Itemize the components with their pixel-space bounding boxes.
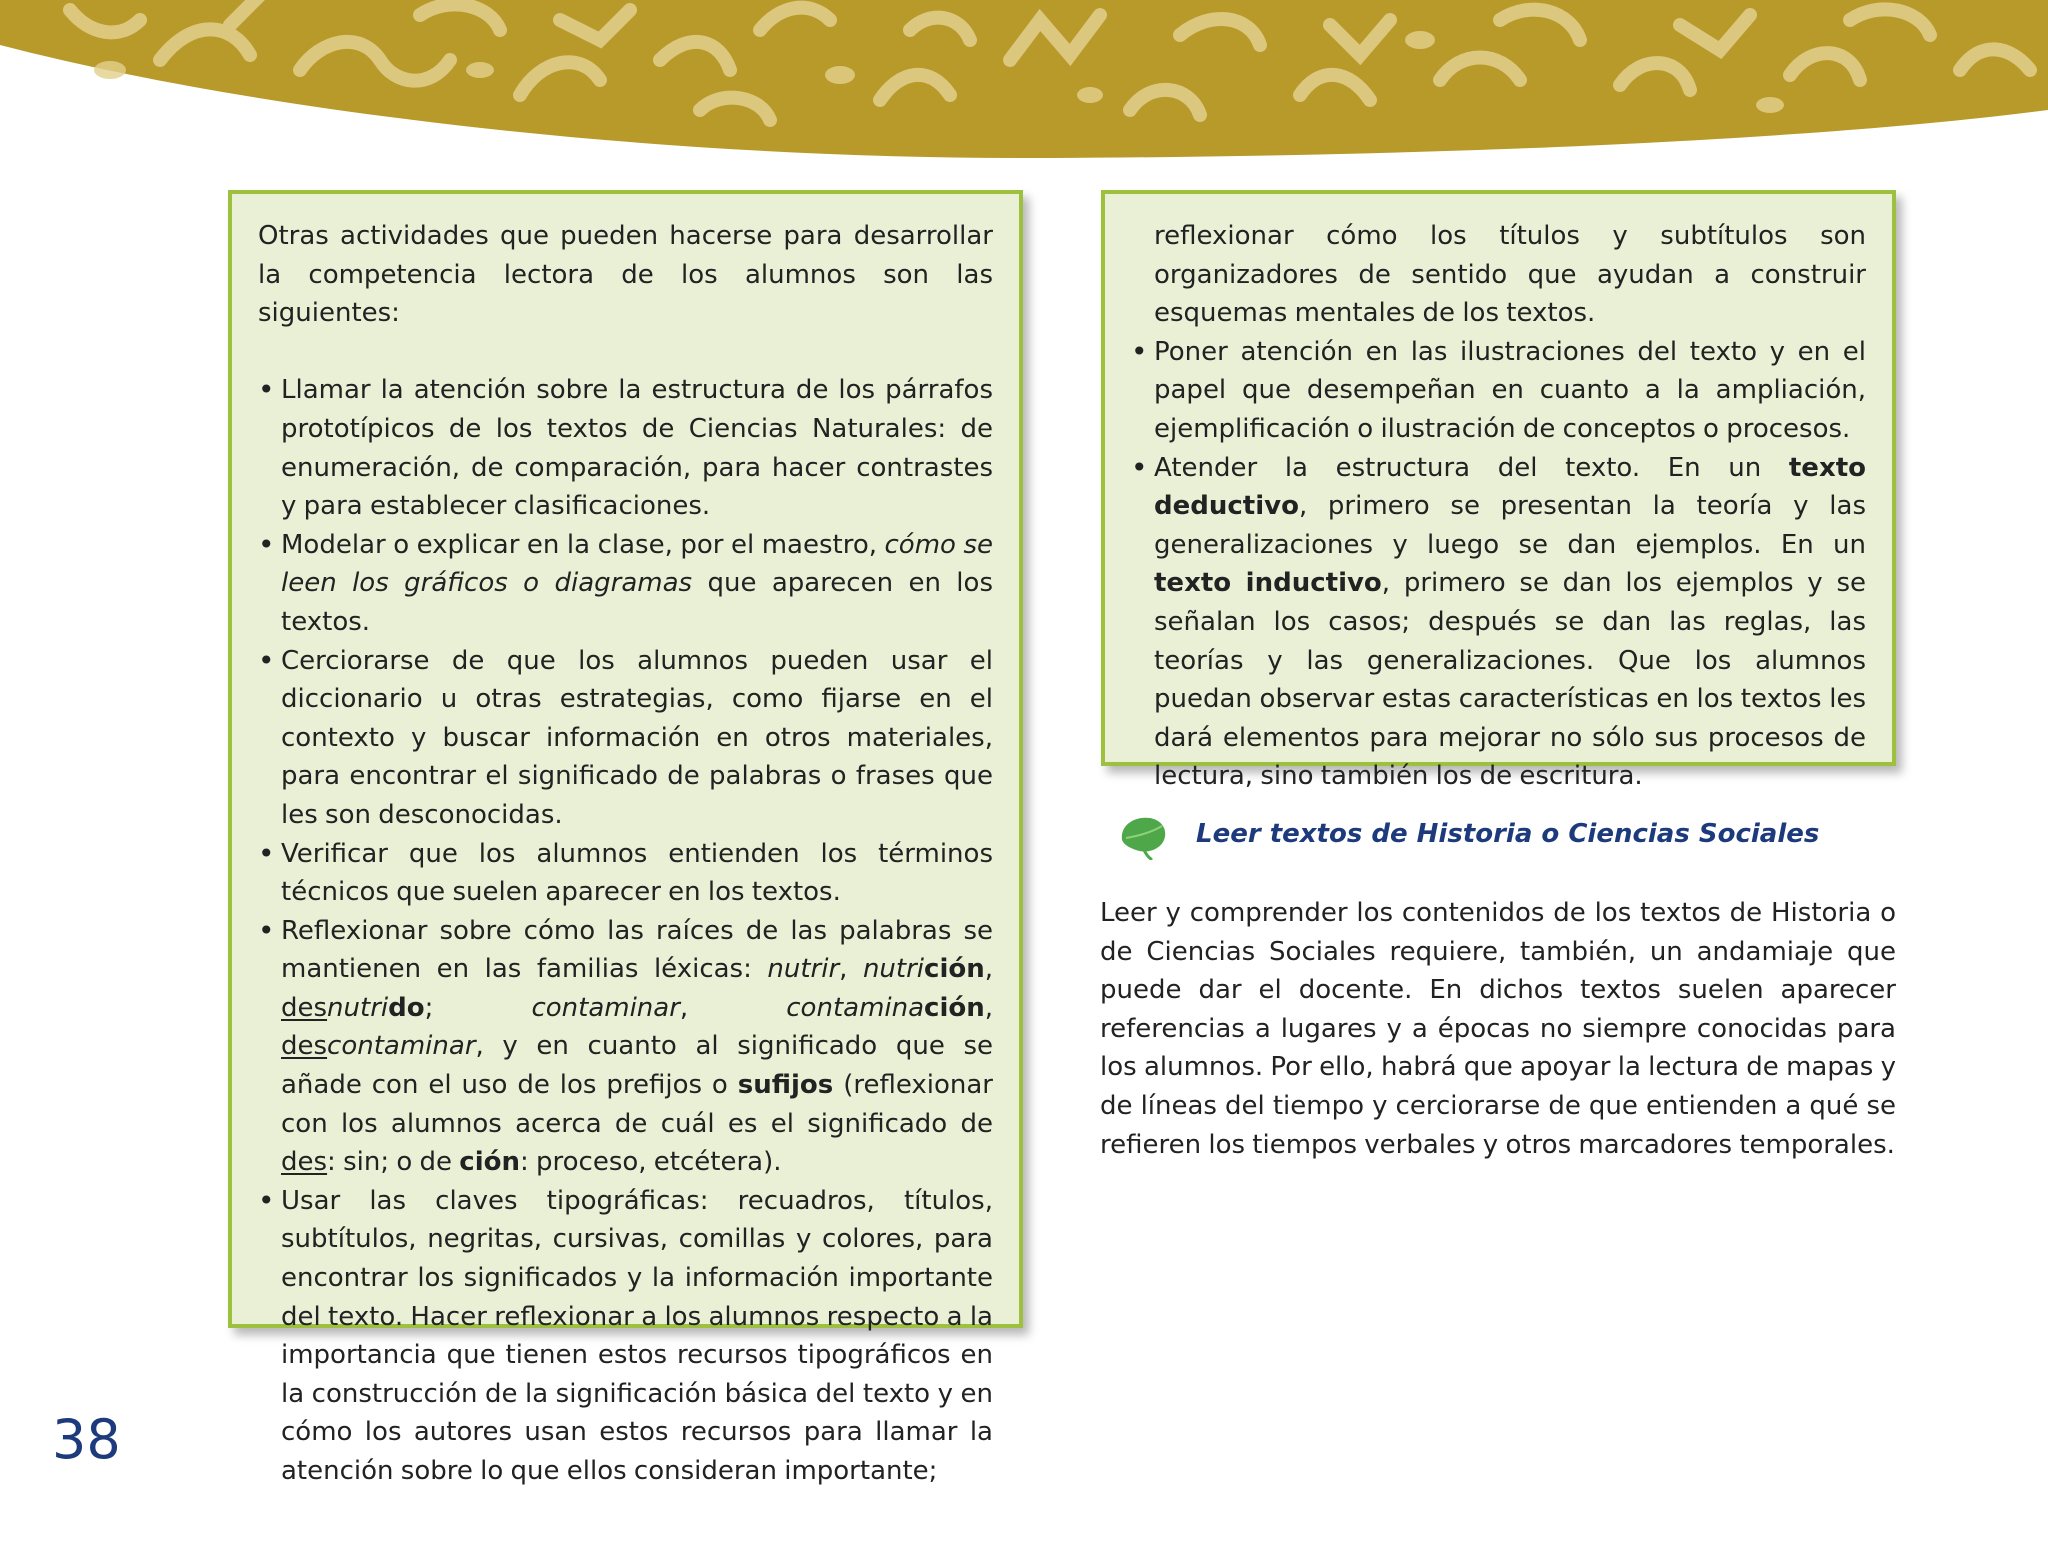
list-item: • Atender la estructura del texto. En un texto deductivo, primero se presentan la teoría y las generalizaciones y luego se dan ejemplos. En un texto inductivo, primero se dan los ejemplos y se señalan los casos; después se dan las reglas, las teorías y las generalizaciones. Que los alumnos puedan observar estas características en los textos les dará elementos para mejorar no sólo sus procesos de lectura, sino también los de escritura. — [1131, 449, 1866, 796]
list-item: • Modelar o explicar en la clase, por el maestro, cómo se leen los gráficos o diagramas que aparecen en los textos. — [258, 526, 993, 642]
list-item: • Cerciorarse de que los alumnos pueden usar el diccionario u otras estrategias, como fijarse en el contexto y buscar información en otros materiales, para encontrar el significado de palabras o frases que les son desconocidas. — [258, 642, 993, 835]
list-item: • Llamar la atención sobre la estructura de los párrafos prototípicos de los textos de Ciencias Naturales: de enumeración, de comparación, para hacer contrastes y para establecer clasificaciones. — [258, 371, 993, 525]
activities-list — [258, 371, 993, 1490]
competencia-lectora-box-continued — [1101, 190, 1896, 792]
list-item: • Usar las claves tipográficas: recuadros, títulos, subtítulos, negritas, cursivas, comillas y colores, para encontrar los significados y la información importante del texto. Hacer reflexionar a los alumnos respecto a la importancia que tienen estos recursos tipográficos en la construcción de la significación básica del texto y en cómo los autores usan estos recursos para llamar la atención sobre lo que ellos consideran importante; — [258, 1182, 993, 1491]
decorative-banner — [0, 0, 2048, 170]
activities-list-continued — [1131, 333, 1866, 796]
section-heading — [1118, 810, 1918, 860]
intro-text: Otras actividades que pueden hacerse para desarrollar la competencia lectora de los alumnos son las siguientes: — [258, 221, 993, 329]
leaf-icon — [1118, 810, 1170, 860]
list-item: • Reflexionar sobre cómo las raíces de las palabras se mantienen en las familias léxicas: nutrir, nutrición, desnutrido; contaminar, contaminación, descontaminar, y en cuanto al significado que se añade con el uso de los prefijos o sufijos (reflexionar con los alumnos acerca de cuál es el significado de des: sin; o de ción: proceso, etcétera). — [258, 912, 993, 1182]
continued-text: reflexionar cómo los títulos y subtítulos son organizadores de sentido que ayudan a construir esquemas mentales de los textos. — [1154, 221, 1866, 329]
list-item: • Verificar que los alumnos entienden los términos técnicos que suelen aparecer en los textos. — [258, 835, 993, 912]
history-paragraph: Leer y comprender los contenidos de los textos de Historia o de Ciencias Sociales requiere, también, un andamiaje que puede dar el docente. En dichos textos suelen aparecer referencias a lugares y a épocas no siempre conocidas para los alumnos. Por ello, habrá que apoyar la lectura de mapas y de líneas del tiempo y cerciorarse de que entienden a qué se refieren los tiempos verbales y otros marcadores temporales. — [1100, 898, 1896, 1160]
competencia-lectora-box — [228, 190, 1023, 1486]
spacer — [258, 333, 993, 372]
page-number: 38 — [52, 1408, 121, 1471]
section-title: Leer textos de Historia o Ciencias Sociales — [1196, 819, 1820, 849]
list-item: • Poner atención en las ilustraciones del texto y en el papel que desempeñan en cuanto a la ampliación, ejemplificación o ilustración de conceptos o procesos. — [1131, 333, 1866, 449]
